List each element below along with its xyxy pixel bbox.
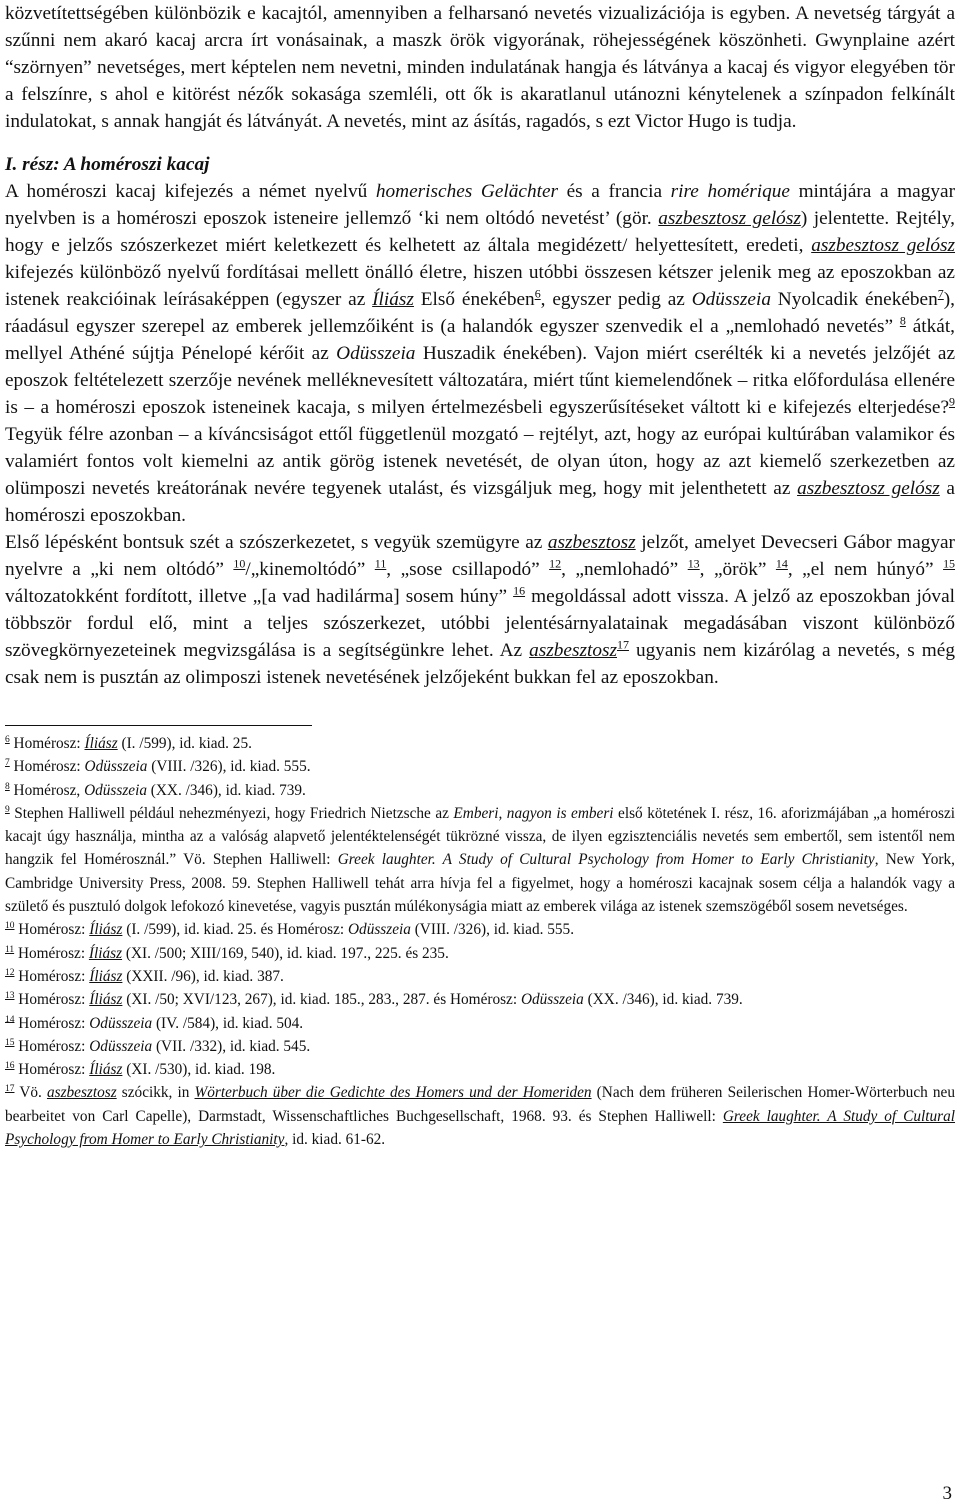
footnote-ref: 6 bbox=[534, 286, 541, 301]
text-run: , „el nem húnyó” bbox=[787, 559, 944, 580]
footnote bbox=[5, 1081, 955, 1151]
italic-text: Íliász bbox=[88, 944, 123, 962]
text-run: átkát, mellyel Athéné sújtja Pénelopé kérőit az bbox=[5, 316, 955, 364]
italic-text: aszbesztosz bbox=[529, 640, 617, 661]
text-run: ) jelentette. Rejtély, hogy e jelzős szószerkezet miért keletkezett és kelhetett az általa megidézett/ helyettesített, eredeti, bbox=[5, 208, 956, 256]
italic-text: Íliász bbox=[89, 967, 123, 985]
text-run: (IV. /584), id. kiad. 504. bbox=[152, 1014, 304, 1032]
footnote-ref: 17 bbox=[617, 637, 629, 652]
text-run: kifejezés különböző nyelvű fordításai mellett önálló életre, hiszen utóbbi összesen kétszer jelenik meg az eposzokban az istenek reakcióinak leírásaképpen (egyszer az bbox=[5, 262, 955, 310]
text-run: (XXII. /96), id. kiad. 387. bbox=[122, 967, 284, 985]
italic-text: aszbesztosz gelósz bbox=[658, 208, 801, 229]
text-run: /„kinemoltódó” bbox=[245, 559, 375, 580]
footnote-ref: 9 bbox=[5, 804, 10, 815]
text-run: Vö. bbox=[14, 1084, 47, 1102]
footnote-separator bbox=[5, 725, 312, 726]
footnote bbox=[5, 988, 955, 1011]
text-run: Első lépésként bontsuk szét a szószerkezetet, s vegyük szemügyre az bbox=[5, 532, 548, 553]
text-run: Homérosz: bbox=[14, 1061, 90, 1079]
text-run: Homérosz, bbox=[9, 781, 85, 799]
footnote-ref: 8 bbox=[899, 313, 906, 328]
text-run: , New York, Cambridge University Press, 2008. 59. Stephen Halliwell tehát arra hívja fel a figyelmet, hogy a homéroszi kacajnak sosem célja a halandók vagy a születő és pusztuló dolgok lefokozó kinevetése, vagyis pusztán múlékonyságia miatt az emberek világa az istenek szemszögéből sosem nevetséges. bbox=[5, 851, 955, 916]
text-run: Nyolcadik énekében bbox=[770, 289, 938, 310]
italic-text: aszbesztosz bbox=[46, 1084, 117, 1102]
footnote bbox=[5, 918, 955, 941]
footnote-ref: 8 bbox=[5, 781, 10, 792]
italic-text: aszbesztosz gelósz bbox=[811, 235, 955, 256]
footnote-ref: 9 bbox=[949, 394, 955, 409]
section-heading: I. rész: A homéroszi kacaj bbox=[5, 154, 210, 175]
italic-text: Odüsszeia bbox=[348, 921, 411, 939]
footnote bbox=[5, 802, 955, 918]
text-run: (VIII. /326), id. kiad. 555. bbox=[147, 758, 311, 776]
italic-text: Íliász bbox=[372, 289, 414, 310]
footnote bbox=[5, 1035, 955, 1058]
text-run: és a francia bbox=[558, 181, 671, 202]
text-run: Huszadik énekében). Vajon miért cserélték ki a nevetés jelzőjét az eposzok feltételezett szerzője nevének melléknevesített változatára, miért tűnt kiemelendőnek – ritka előfordulása ellenére is – a homéroszi eposzok isteneinek kacaja, s milyen értelmezésbeli egyszerűsítéseket váltott ki e kifejezés elterjedése? bbox=[5, 343, 956, 418]
text-run: első kötetének I. rész, 16. aforizmájában „a homéroszi kacajt úgy használja, mintha az a valóság alapvető jelentéktelenségét tükrözné vissza, de ilyen egzisztenciális nevetés sem embertől, sem istentől nem hangzik fel Homérosznál.” Vö. Stephen Halliwell: bbox=[5, 804, 955, 869]
footnote-ref: 7 bbox=[937, 286, 944, 301]
text-run: szócikk, in bbox=[116, 1084, 195, 1102]
document-page bbox=[5, 0, 955, 1151]
text-run: Stephen Halliwell például nehezményezi, hogy Friedrich Nietzsche az bbox=[9, 804, 454, 822]
footnote-ref: 10 bbox=[233, 556, 246, 571]
footnote bbox=[5, 965, 955, 988]
main-text bbox=[5, 0, 955, 691]
text-run: (VIII. /326), id. kiad. 555. bbox=[410, 921, 575, 939]
text-run: , „örök” bbox=[699, 559, 776, 580]
text-run: , egyszer pedig az bbox=[540, 289, 692, 310]
text-run: (I. /599), id. kiad. 25. bbox=[117, 735, 252, 752]
italic-text: homerisches Gelächter bbox=[375, 181, 558, 202]
italic-text: Wörterbuch über die Gedichte des Homers und der Homeriden bbox=[194, 1084, 592, 1102]
footnote bbox=[5, 1012, 955, 1035]
italic-text: Íliász bbox=[89, 921, 123, 939]
text-run: mintájára a magyar nyelvben is a homéroszi eposzok isteneire jellemző ‘ki nem oltódó nevetést’ (gör. bbox=[5, 181, 955, 229]
italic-text: Odüsszeia bbox=[84, 781, 147, 799]
italic-text: Odüsszeia bbox=[84, 758, 148, 776]
footnote-ref: 14 bbox=[5, 1014, 15, 1025]
italic-text: Íliász bbox=[89, 991, 123, 1009]
footnote-ref: 11 bbox=[5, 944, 15, 955]
text-run: (XI. /50; XVI/123, 267), id. kiad. 185., 283., 287. és Homérosz: bbox=[122, 991, 521, 1009]
italic-text: aszbesztosz bbox=[547, 532, 636, 553]
text-run: Homérosz: bbox=[9, 758, 85, 776]
text-run: változatokként fordított, illetve „[a vad hadilárma] sosem húny” bbox=[5, 586, 514, 607]
text-run: Homérosz: bbox=[14, 1014, 90, 1032]
footnotes bbox=[5, 732, 955, 1151]
text-run: , „sose csillapodó” bbox=[386, 559, 550, 580]
text-run: közvetítettségében különbözik e kacajtól, amennyiben a felharsanó nevetés vizualizációja is egyben. A nevetség tárgyát a szűnni nem akaró kacaj arcra írt vonásainak, a maszk örök vigyorának, röhejességének köszönheti. Gwynplaine azért “szörnyen” nevetséges, mert képtelen nem nevetni, minden indulatának hangja és látványa a kacaj és vigyor elegyében tör a felszínre, s ahol e kitörést nézők sokasága szemléli, ott ők is akaratlanul utánozni kénytelenek a színpadon felkínált indulatokat, s annak hangját és látványát. A nevetés, mint az ásítás, ragadós, s ezt Victor Hugo is tudja. bbox=[5, 3, 955, 132]
text-run: jelzőt, amelyet Devecseri Gábor magyar nyelvre a „ki nem oltódó” bbox=[5, 532, 955, 580]
italic-text: Íliász bbox=[89, 1061, 123, 1079]
text-run: Homérosz: bbox=[14, 967, 90, 985]
text-run: Homérosz: bbox=[14, 1037, 90, 1055]
italic-text: Emberi, nagyon is emberi bbox=[453, 804, 614, 822]
italic-text: Odüsszeia bbox=[336, 343, 416, 364]
footnote-ref: 17 bbox=[5, 1084, 15, 1095]
footnote-ref: 11 bbox=[374, 556, 387, 571]
text-run: (XX. /346), id. kiad. 739. bbox=[583, 991, 743, 1009]
text-run: Homérosz: bbox=[14, 944, 89, 962]
text-run: (XI. /530), id. kiad. 198. bbox=[122, 1061, 276, 1079]
footnote-ref: 15 bbox=[5, 1037, 15, 1048]
footnote-ref: 12 bbox=[5, 967, 15, 978]
paragraph-first-step bbox=[5, 529, 955, 691]
footnote bbox=[5, 732, 955, 755]
text-run: Homérosz: bbox=[14, 921, 90, 939]
text-run: (Nach dem früheren Seilerischen Homer-Wörterbuch neu bearbeitet von Carl Capelle), Darmstadt, Wissenschaftliches Buchgesellschaft, 1968. 93. és Stephen Halliwell: bbox=[5, 1084, 955, 1125]
footnote-ref: 13 bbox=[687, 556, 700, 571]
text-run: a homéroszi eposzokban. bbox=[5, 478, 955, 526]
italic-text: Odüsszeia bbox=[89, 1037, 153, 1055]
text-run: Első énekében bbox=[413, 289, 535, 310]
text-run: Tegyük félre azonban – a kíváncsiságot ettől függetlenül mozgató – rejtélyt, azt, hogy az európai kultúrában valamikor és valamiért fontos volt kiemelni az antik görög istenek nevetését, de olyan úton, hogy az azt kiemelő szerkezetben az olümposzi nevetés kreátorának nevére tegyenek utalást, és vizsgáljuk meg, hogy mit jelenthetett az bbox=[5, 424, 955, 499]
footnote-ref: 10 bbox=[5, 921, 15, 932]
italic-text: Odüsszeia bbox=[691, 289, 771, 310]
text-run: (I. /599), id. kiad. 25. és Homérosz: bbox=[122, 921, 348, 939]
text-run: ), ráadásul egyszer szerepel az emberek jellemzőiként is (a halandók egyszer szenvedik el a „nemlohadó nevetés” bbox=[5, 289, 955, 337]
footnote-ref: 6 bbox=[5, 734, 10, 745]
text-run: (XX. /346), id. kiad. 739. bbox=[146, 781, 306, 799]
text-run: Homérosz: bbox=[14, 991, 90, 1009]
footnote-ref: 7 bbox=[5, 758, 10, 769]
paragraph-homeric-laughter bbox=[5, 178, 955, 529]
paragraph-intro bbox=[5, 0, 955, 135]
italic-text: aszbesztosz gelósz bbox=[797, 478, 940, 499]
footnote bbox=[5, 755, 955, 778]
italic-text: Greek laughter. A Study of Cultural Psychology from Homer to Early Christianity bbox=[5, 1107, 955, 1149]
footnote bbox=[5, 942, 955, 965]
footnote-ref: 16 bbox=[513, 583, 526, 598]
italic-text: Odüsszeia bbox=[89, 1014, 153, 1032]
text-run: (VII. /332), id. kiad. 545. bbox=[152, 1037, 311, 1055]
text-run: ugyanis nem kizárólag a nevetés, s még csak nem is pusztán az olimposzi istenek nevetésének jelzőjeként bukkan fel az eposzokban. bbox=[5, 640, 955, 688]
page-number: 3 bbox=[942, 1483, 952, 1504]
footnote-ref: 13 bbox=[5, 991, 15, 1002]
footnote-ref: 15 bbox=[943, 556, 956, 571]
italic-text: Íliász bbox=[84, 735, 118, 752]
text-run: A homéroszi kacaj kifejezés a német nyelvű bbox=[5, 181, 376, 202]
footnote-ref: 16 bbox=[5, 1061, 15, 1072]
italic-text: Odüsszeia bbox=[520, 991, 584, 1009]
footnote-ref: 12 bbox=[549, 556, 562, 571]
footnote-ref: 14 bbox=[775, 556, 788, 571]
text-run: megoldással adott vissza. A jelző az eposzokban jóval többször fordul elő, mint a teljes szószerkezet, utóbbi jelentésárnyalatainak megadásában viszont különböző szövegkörnyezeteinek megvizsgálása is a segítségünkre lehet. Az bbox=[5, 586, 955, 661]
footnote bbox=[5, 779, 955, 802]
italic-text: rire homérique bbox=[670, 181, 790, 202]
text-run: (XI. /500; XIII/169, 540), id. kiad. 197., 225. és 235. bbox=[122, 944, 449, 962]
text-run: Homérosz: bbox=[9, 735, 85, 752]
footnote bbox=[5, 1058, 955, 1081]
text-run: , „nemlohadó” bbox=[561, 559, 688, 580]
italic-text: Greek laughter. A Study of Cultural Psychology from Homer to Early Christianity bbox=[337, 851, 875, 869]
text-run: , id. kiad. 61-62. bbox=[284, 1131, 386, 1149]
